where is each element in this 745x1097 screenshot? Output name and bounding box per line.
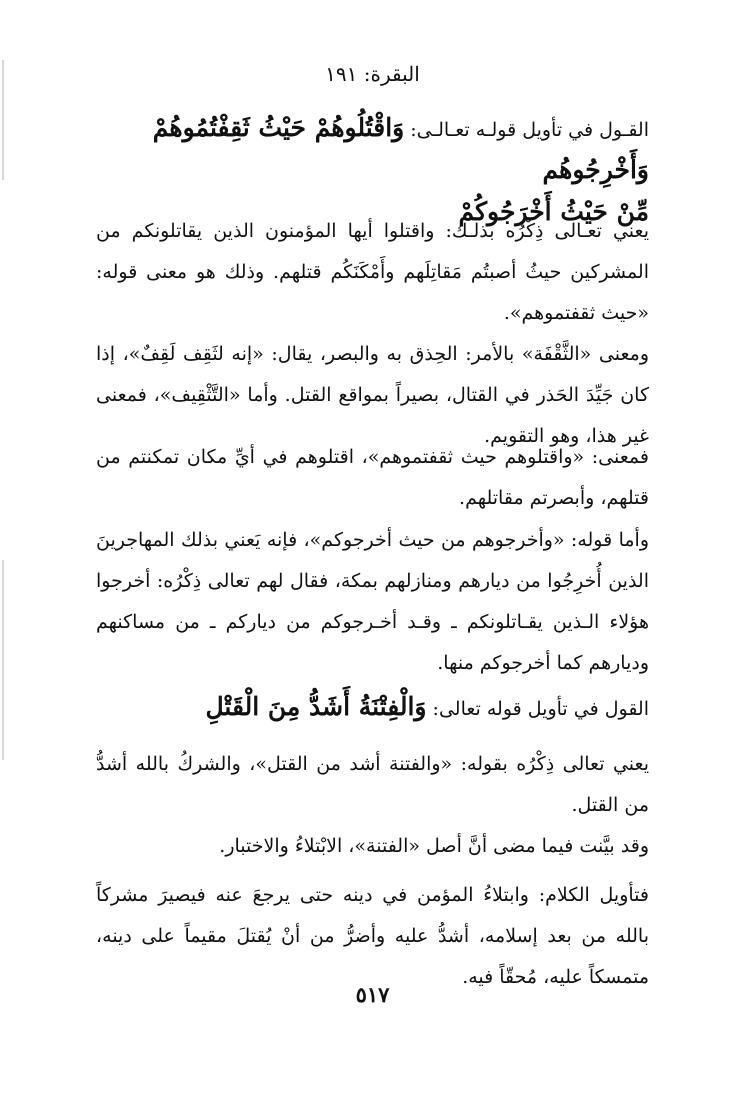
heading-text: القـول في تأويل قولـه تعـالـى: [410, 119, 649, 141]
section-heading-2 [96, 687, 649, 729]
paragraph: وقد بيَّنت فيما مضى أنَّ أصل «الفتنة»، الابْتلاءُ والاختبار. [219, 835, 649, 857]
paragraph: وأما قوله: «وأخرجوهم من حيث أخرجوكم»، فإنه يَعني بذلك المهاجرينَ الذين أُخرِجُوا من ديارهم ومنازلهم بمكة، فقال لهم تعالى ذِكْرُه: أخرجوا هؤلاء الـذين يقـاتلونكم ـ وقـد أخـرجوكم من دياركم ـ من مساكنهم وديارهم كما أخرجوكم منها. [96, 529, 649, 674]
running-header: البقرة: ١٩١ [325, 62, 420, 86]
paragraph: ومعنى «الثَّقْفَة» بالأمر: الحِذق به والبصر، يقال: «إنه لثَقِف لَقِفٌ»، إذا كان جَيِّدَ الحَذر في القتال، بصيراً بمواقع القتل. وأما «التَّثْقِيف»، فمعنى غير هذا، وهو التقويم. [96, 343, 649, 447]
paragraph: يعني تعالى ذِكْرُه بقوله: «والفتنة أشد من القتل»، والشركُ بالله أشدُّ من القتل. [96, 753, 649, 816]
paragraph: يعني تعـالى ذِكْرُه بذلـك: واقتلوا أيها المؤمنون الذين يقاتلونكم من المشركين حيثُ أصبتُم مَقاتِلَهم وأَمْكَنَكُم قتلهم. وذلك هو معنى قوله: «حيث ثقفتموهم». [96, 220, 649, 324]
paragraph: فمعنى: «واقتلوهم حيث ثقفتموهم»، اقتلوهم في أيِّ مكان تمكنتم من قتلهم، وأبصرتم مقاتلهم. [96, 446, 649, 509]
heading-text: القول في تأويل قوله تعالى: [432, 698, 649, 720]
quran-verse: وَالْفِتْنَةُ أَشَدُّ مِنَ الْقَتْلِ [205, 692, 427, 721]
quran-verse-continued: مِّنْ حَيْثُ أَخْرَجُوكُمْ [458, 197, 649, 226]
quran-verse: وَاقْتُلُوهُمْ حَيْثُ ثَقِفْتُمُوهُمْ وَأَخْرِجُوهُم [152, 113, 649, 184]
page-number: ٥١٧ [355, 982, 390, 1007]
heading-line-1 [96, 108, 649, 192]
page-edge-shadow [2, 560, 4, 760]
paragraph: فتأويل الكلام: وابتلاءُ المؤمن في دينه حتى يرجعَ عنه فيصيرَ مشركاً بالله من بعد إسلامه، أشدُّ عليه وأضرُّ من أنْ يُقتلَ مقيماً على دينه، متمسكاً عليه، مُحقّاً فيه. [96, 884, 649, 988]
